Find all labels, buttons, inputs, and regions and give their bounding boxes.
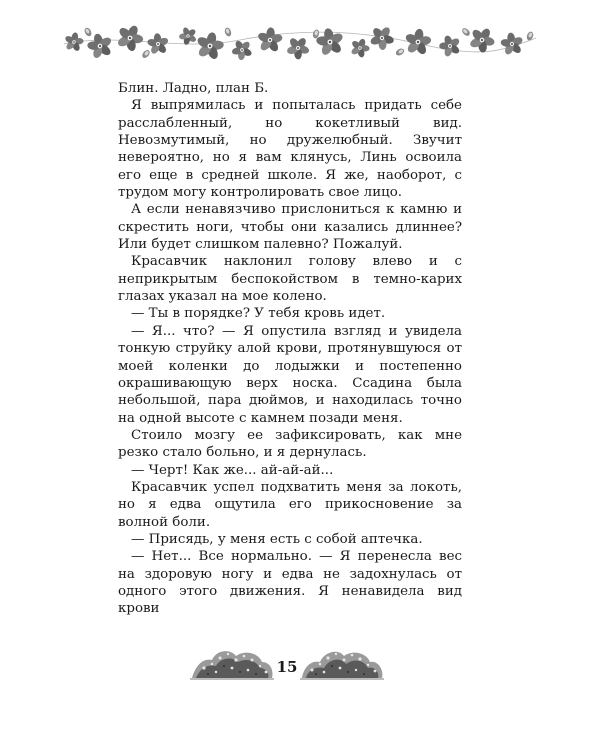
paragraph: — Ты в порядке? У тебя кровь идет. <box>131 306 386 322</box>
paragraph: — Черт! Как же... ай-ай-ай... <box>131 462 334 478</box>
page-number: 15 <box>276 658 298 676</box>
paragraph: — Я... что? — Я опустила взгляд и увидела тонкую струйку алой крови, протянувшуюся от моей коленки до лодыжки и постепенно окрашивающую верх носка. Ссадина была небольшой, пара дюймов, и находилась точно на одной высоте с камнем позади меня. <box>118 323 462 426</box>
paragraph: — Нет... Все нормально. — Я перенесла вес на здоровую ногу и едва не задохнулась от одного этого движения. Я ненавидела вид крови <box>118 549 462 617</box>
page-footer <box>0 638 600 688</box>
paragraph: Красавчик успел подхватить меня за локоть, но я едва ощутила его прикосновение за волной боли. <box>118 479 462 530</box>
blossom-garland-ornament <box>60 18 540 66</box>
paragraph: — Присядь, у меня есть с собой аптечка. <box>131 531 423 547</box>
paragraph: А если ненавязчиво прислониться к камню и скрестить ноги, чтобы они казались длиннее? Или будет слишком палевно? Пожалуй. <box>118 202 462 253</box>
paragraph: Красавчик наклонил голову влево и с неприкрытым беспокойством в темно-карих глазах указал на мое колено. <box>118 254 462 305</box>
flowering-bush-ornament <box>300 644 384 682</box>
paragraph: Блин. Ладно, план Б. <box>118 81 269 96</box>
paragraph: Я выпрямилась и попыталась придать себе расслабленный, но кокетливый вид. Невозмутимый, но дружелюбный. Звучит невероятно, но я вам клянусь, Линь освоила его еще в средней школе. Я же, наоборот, с трудом могу контролировать свое лицо. <box>118 98 462 201</box>
paragraph: Стоило мозгу ее зафиксировать, как мне резко стало больно, и я дернулась. <box>118 427 462 461</box>
flowering-bush-ornament <box>190 644 274 682</box>
body-text <box>118 80 462 618</box>
